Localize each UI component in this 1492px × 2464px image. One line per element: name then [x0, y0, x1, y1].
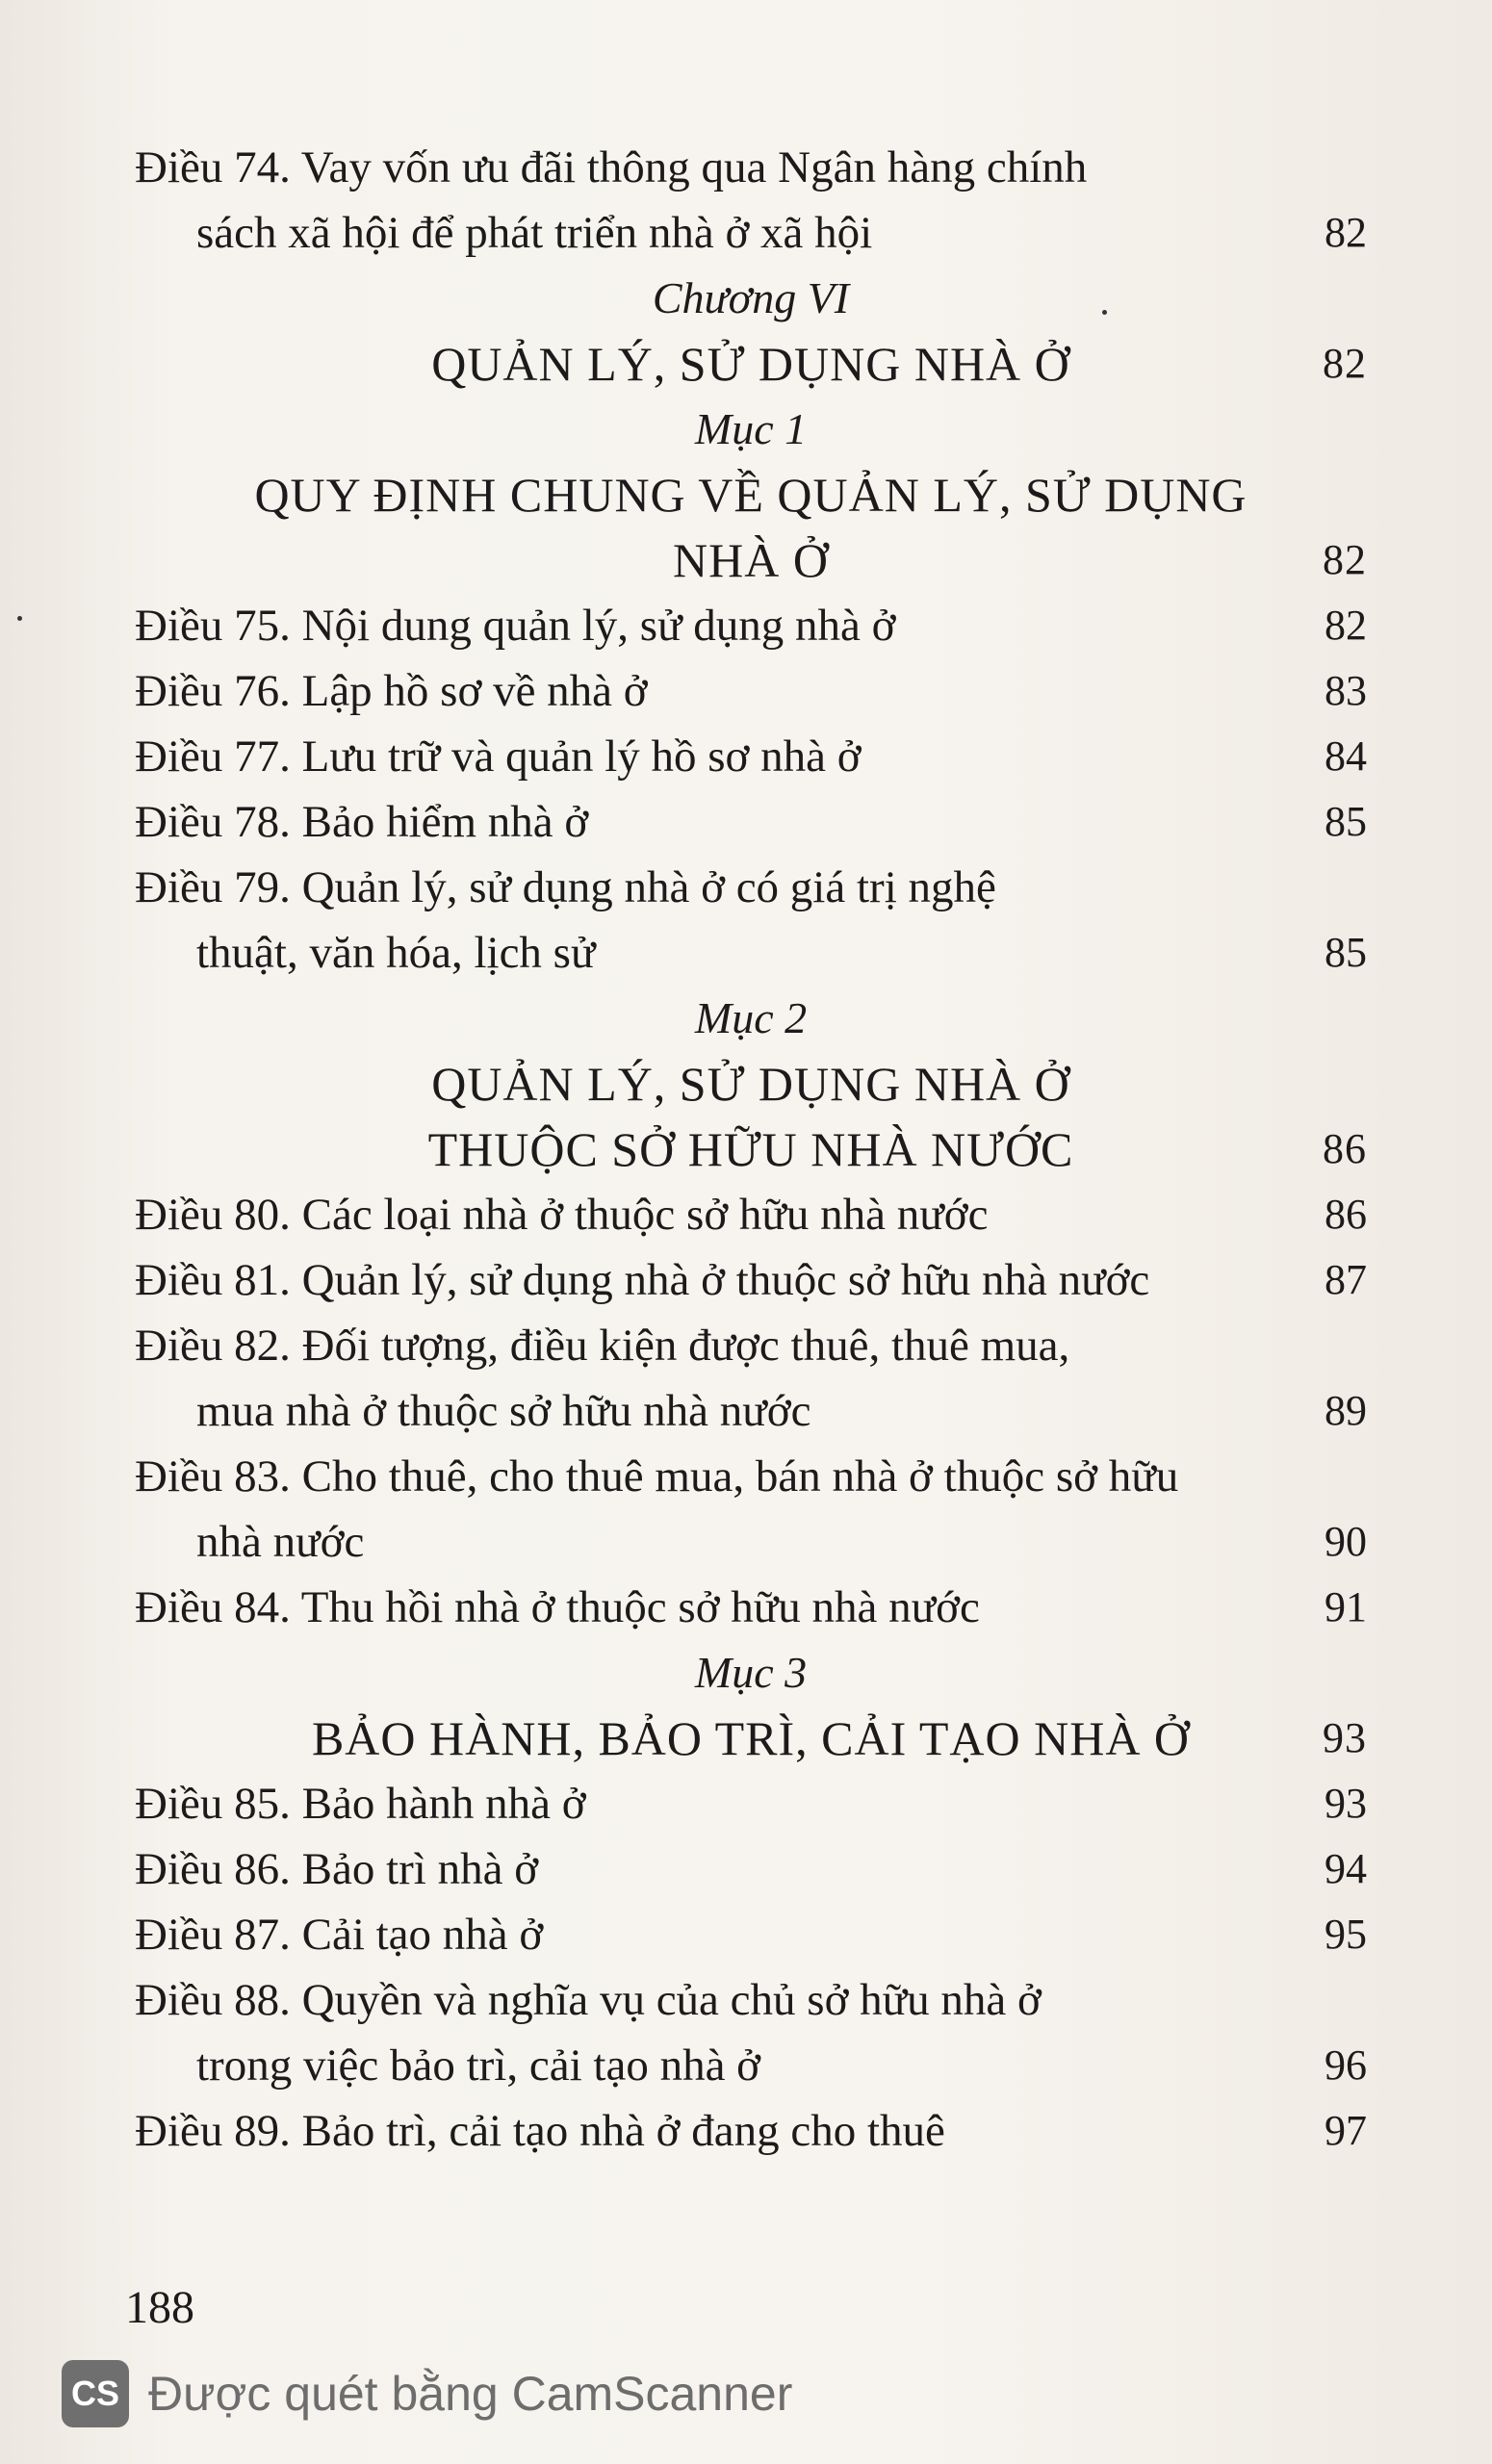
toc-entry-title	[135, 1182, 1367, 1247]
toc-entry-title	[135, 1247, 1367, 1313]
toc-page-number: 94	[1325, 1845, 1367, 1892]
toc-entry-title	[135, 789, 1367, 855]
table-of-contents	[135, 135, 1367, 2164]
toc-entry-title	[135, 1575, 1367, 1640]
toc-entry-line: Điều 81. Quản lý, sử dụng nhà ở thuộc sở hữu nhà nước	[135, 1255, 1150, 1305]
heading-line: Chương VI	[652, 273, 850, 322]
toc-entry-title	[135, 855, 1367, 986]
toc-page-number: 82	[1323, 340, 1367, 387]
toc-page-number: 86	[1325, 1191, 1367, 1238]
toc-entry-title	[135, 1967, 1367, 2098]
toc-page-number: 96	[1325, 2041, 1367, 2089]
toc-entry-line: Điều 88. Quyền và nghĩa vụ của chủ sở hữu nhà ở	[135, 1975, 1042, 2025]
toc-entry-line: Điều 74. Vay vốn ưu đãi thông qua Ngân hàng chính	[135, 142, 1088, 192]
toc-entry	[135, 1182, 1367, 1247]
section-label	[135, 986, 1367, 1051]
heading-line: Mục 1	[694, 404, 808, 453]
toc-entry-line: Điều 89. Bảo trì, cải tạo nhà ở đang cho thuê	[135, 2106, 945, 2156]
heading-line: QUẢN LÝ, SỬ DỤNG NHÀ Ở	[431, 337, 1070, 391]
toc-page-number: 82	[1323, 536, 1367, 583]
toc-entry	[135, 855, 1367, 986]
heading-line: BẢO HÀNH, BẢO TRÌ, CẢI TẠO NHÀ Ở	[311, 1711, 1191, 1765]
toc-entry	[135, 593, 1367, 658]
toc-entry-title	[135, 1444, 1367, 1575]
toc-entry-line: Điều 84. Thu hồi nhà ở thuộc sở hữu nhà nước	[135, 1582, 980, 1632]
camscanner-logo-icon: CS	[62, 2360, 129, 2427]
toc-entry-line: Điều 87. Cải tạo nhà ở	[135, 1910, 544, 1960]
toc-page-number: 82	[1325, 209, 1367, 256]
toc-entry	[135, 1247, 1367, 1313]
toc-entry-line: mua nhà ở thuộc sở hữu nhà nước	[196, 1386, 811, 1436]
section-heading	[135, 462, 1367, 593]
toc-page-number: 93	[1323, 1714, 1367, 1761]
toc-entry	[135, 1902, 1367, 1967]
toc-page-number: 85	[1325, 929, 1367, 976]
toc-page-number: 95	[1325, 1911, 1367, 1958]
heading-line: NHÀ Ở	[673, 533, 829, 587]
toc-entry-line: Điều 75. Nội dung quản lý, sử dụng nhà ở	[135, 601, 896, 651]
toc-entry-line: nhà nước	[196, 1517, 365, 1567]
toc-page-number: 85	[1325, 798, 1367, 845]
toc-page-number: 90	[1325, 1518, 1367, 1565]
toc-entry-line: thuật, văn hóa, lịch sử	[196, 928, 596, 978]
toc-entry-title	[135, 2098, 1367, 2164]
toc-entry	[135, 1836, 1367, 1902]
toc-page-number: 83	[1325, 667, 1367, 714]
toc-entry-title	[135, 593, 1367, 658]
heading-line: Mục 2	[694, 993, 808, 1042]
toc-page-number: 89	[1325, 1387, 1367, 1434]
toc-entry-line: Điều 82. Đối tượng, điều kiện được thuê, thuê mua,	[135, 1321, 1070, 1371]
scan-speck	[17, 616, 22, 621]
toc-entry-title	[135, 1836, 1367, 1902]
toc-page-number: 93	[1325, 1780, 1367, 1827]
toc-entry	[135, 1313, 1367, 1444]
toc-entry-line: Điều 76. Lập hồ sơ về nhà ở	[135, 666, 648, 716]
toc-page-number: 84	[1325, 732, 1367, 780]
toc-entry	[135, 135, 1367, 266]
heading-line: THUỘC SỞ HỮU NHÀ NƯỚC	[427, 1122, 1074, 1176]
toc-entry	[135, 2098, 1367, 2164]
toc-entry-title	[135, 1771, 1367, 1836]
page-number: 188	[125, 2282, 194, 2333]
section-label	[135, 266, 1367, 331]
toc-entry-line: Điều 77. Lưu trữ và quản lý hồ sơ nhà ở	[135, 732, 862, 782]
toc-page-number: 82	[1325, 602, 1367, 649]
toc-entry-title	[135, 135, 1367, 266]
toc-entry-line: Điều 85. Bảo hành nhà ở	[135, 1779, 586, 1829]
toc-entry-title	[135, 1902, 1367, 1967]
toc-entry	[135, 658, 1367, 724]
toc-entry	[135, 1575, 1367, 1640]
section-label	[135, 397, 1367, 462]
toc-entry-line: Điều 83. Cho thuê, cho thuê mua, bán nhà ở thuộc sở hữu	[135, 1451, 1179, 1502]
toc-entry-line: Điều 79. Quản lý, sử dụng nhà ở có giá trị nghệ	[135, 862, 996, 912]
toc-entry-title	[135, 658, 1367, 724]
toc-entry	[135, 1771, 1367, 1836]
toc-entry-line: trong việc bảo trì, cải tạo nhà ở	[196, 2040, 761, 2091]
section-heading	[135, 1051, 1367, 1182]
section-label	[135, 1640, 1367, 1706]
section-heading	[135, 331, 1367, 397]
camscanner-watermark	[62, 2360, 792, 2427]
toc-page-number: 87	[1325, 1256, 1367, 1303]
watermark-text: Được quét bằng CamScanner	[148, 2367, 793, 2421]
toc-entry	[135, 724, 1367, 789]
toc-entry-line: Điều 80. Các loại nhà ở thuộc sở hữu nhà nước	[135, 1190, 989, 1240]
toc-page-number: 86	[1323, 1125, 1367, 1172]
toc-entry-line: sách xã hội để phát triển nhà ở xã hội	[196, 208, 873, 258]
heading-line: Mục 3	[694, 1648, 808, 1697]
toc-entry-line: Điều 86. Bảo trì nhà ở	[135, 1844, 539, 1894]
toc-page-number: 97	[1325, 2107, 1367, 2154]
heading-line: QUẢN LÝ, SỬ DỤNG NHÀ Ở	[431, 1057, 1070, 1111]
toc-entry-line: Điều 78. Bảo hiểm nhà ở	[135, 797, 589, 847]
toc-entry	[135, 1967, 1367, 2098]
toc-entry	[135, 789, 1367, 855]
section-heading	[135, 1706, 1367, 1771]
toc-entry-title	[135, 724, 1367, 789]
heading-line: QUY ĐỊNH CHUNG VỀ QUẢN LÝ, SỬ DỤNG	[254, 468, 1248, 522]
toc-page-number: 91	[1325, 1583, 1367, 1630]
toc-entry	[135, 1444, 1367, 1575]
toc-entry-title	[135, 1313, 1367, 1444]
